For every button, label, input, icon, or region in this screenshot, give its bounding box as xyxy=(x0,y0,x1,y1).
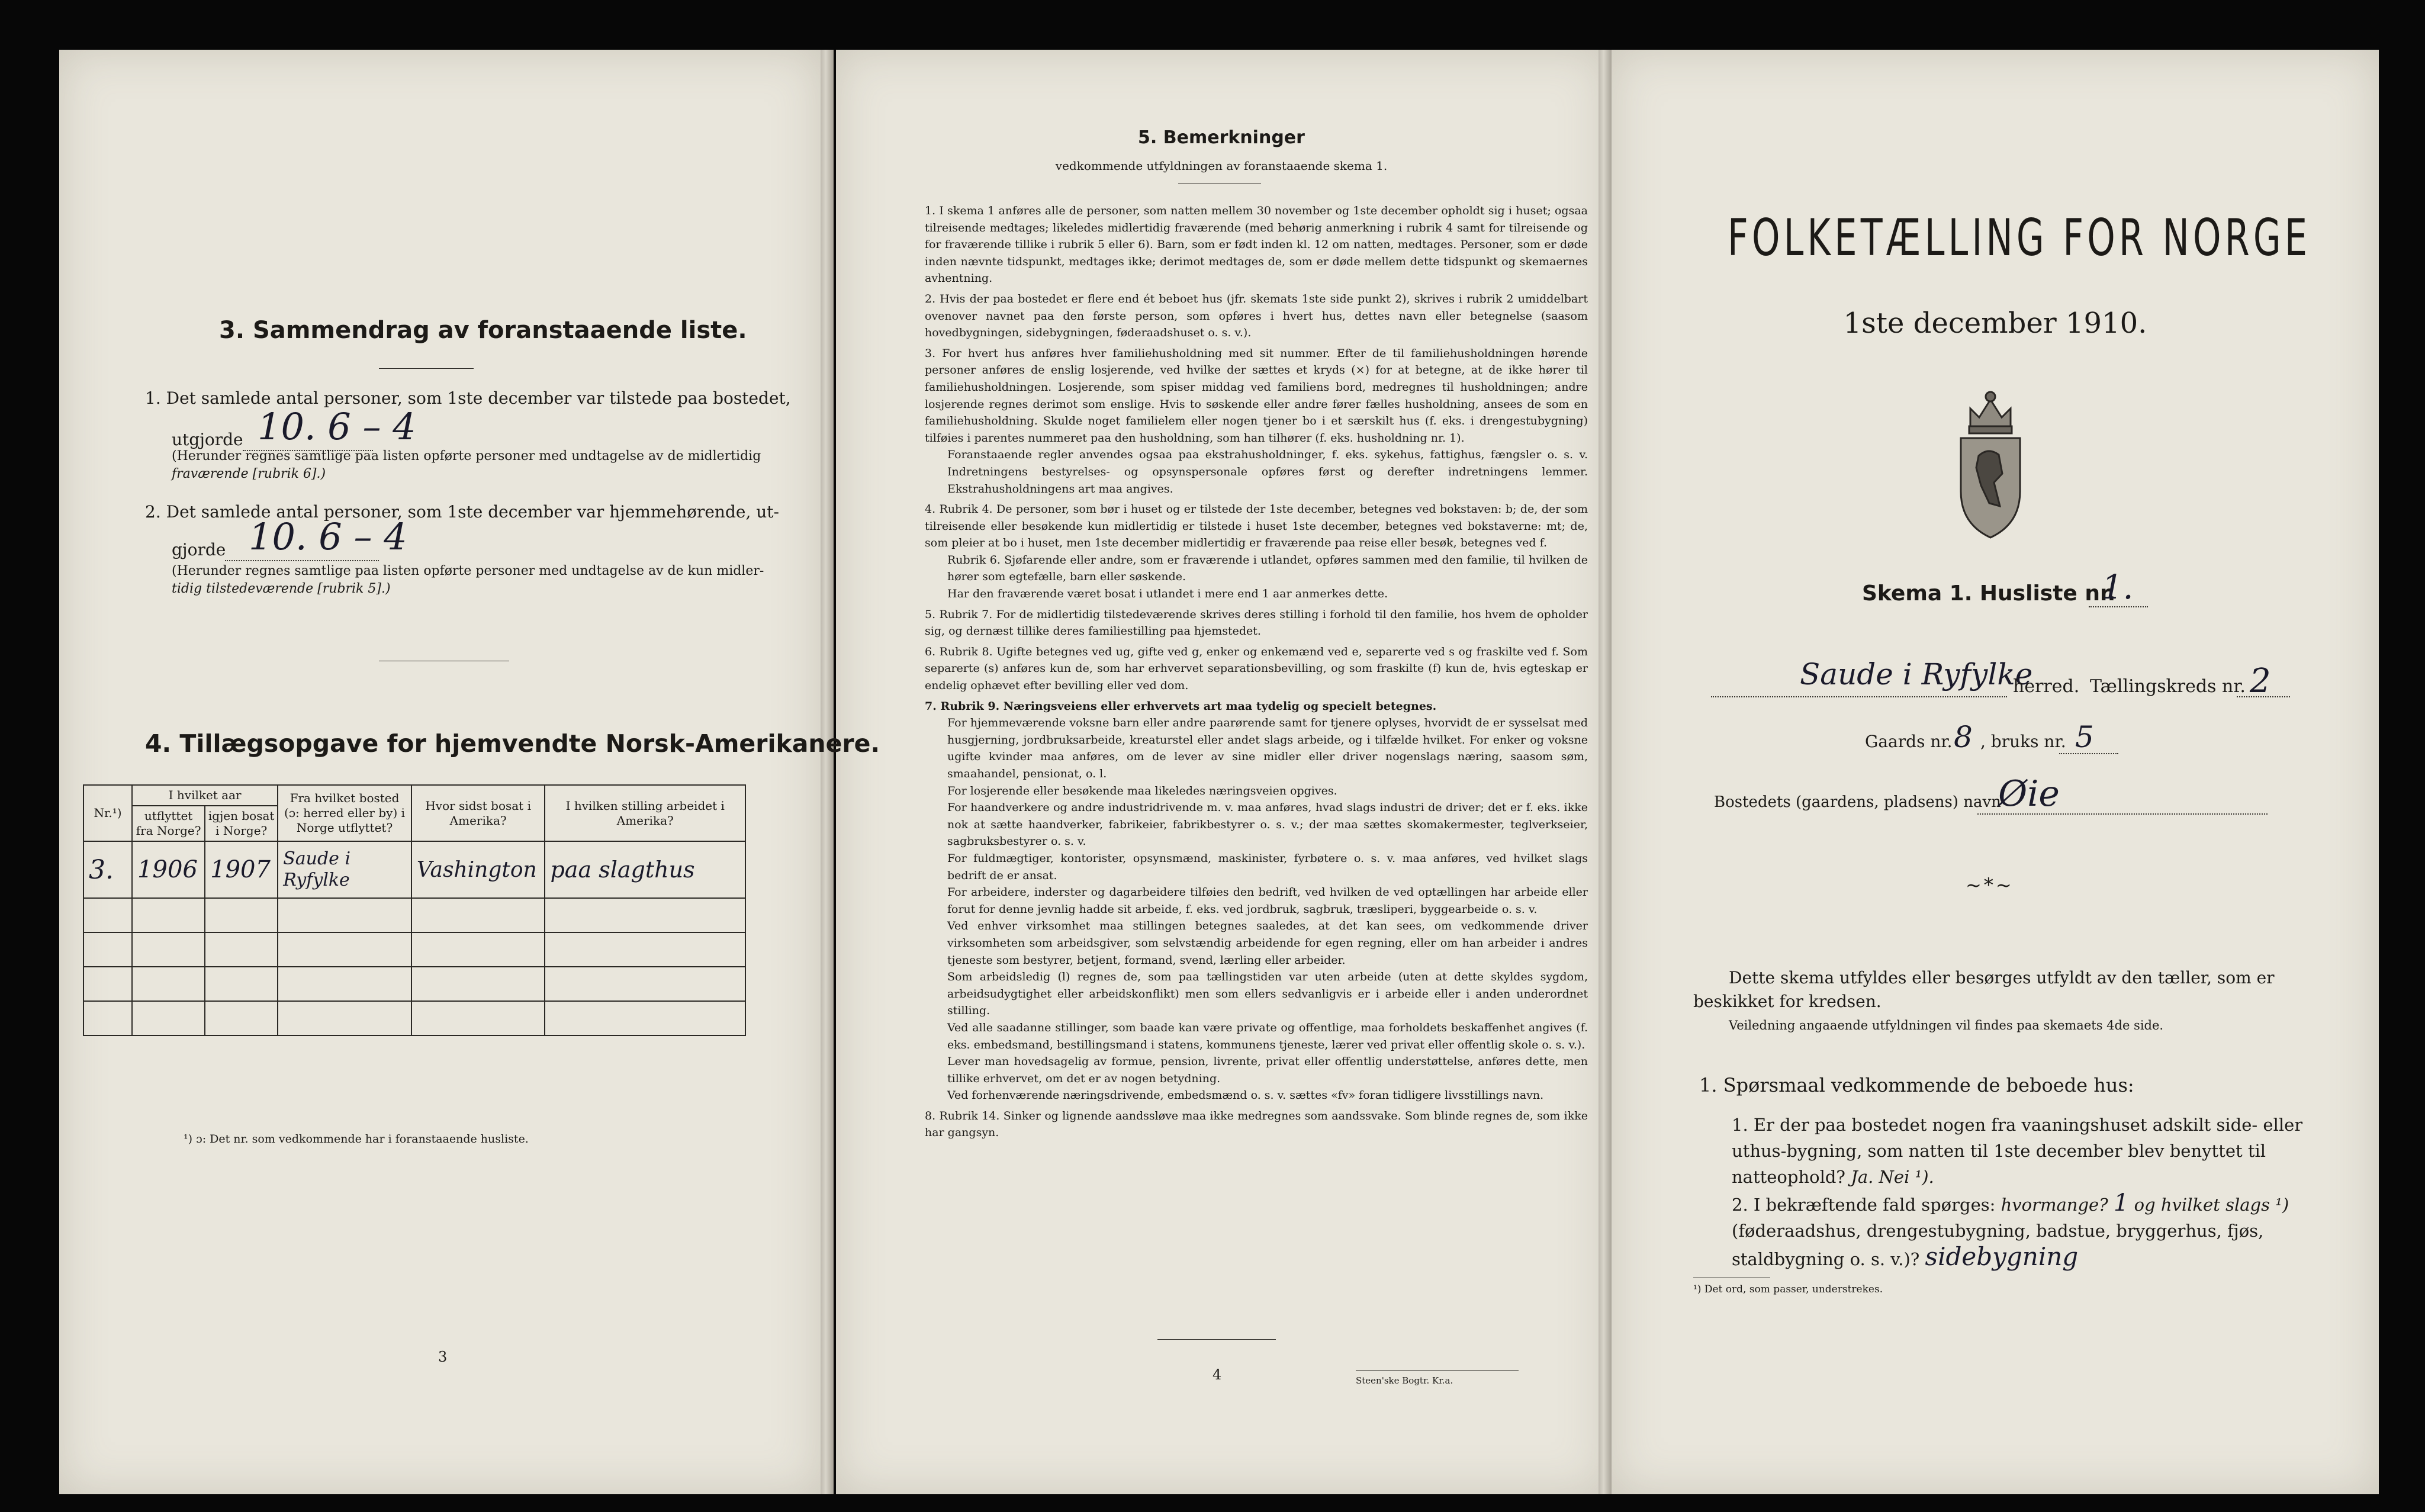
question-1-text: 1. Er der paa bostedet nogen fra vaaningshuset adskilt side- eller uthus-bygning, som natten til 1ste december blev benyttet til natteophold? xyxy=(1732,1115,2303,1187)
right-footnote: ¹) Det ord, som passer, understrekes. xyxy=(1693,1283,1883,1295)
col-header-position: I hvilken stilling arbeidet i Amerika? xyxy=(545,785,745,841)
remark-paragraph: Har den fraværende været bosat i utlandet i mere end 1 aar anmerkes dette. xyxy=(947,587,1388,601)
remark-paragraph: Foranstaaende regler anvendes ogsaa paa ekstrahusholdninger, f. eks. sykehus, fattighus, fængsler o. s. v. Indretningens bestyrelses- og opsynspersonale opføres først og derefter indretningens lemmer. Ekstrahusholdningens art maa angives. xyxy=(947,448,1588,496)
fill-line xyxy=(225,560,379,561)
item-1-prefix: utgjorde xyxy=(172,430,243,449)
item-2-text: 2. Det samlede antal personer, som 1ste december var hjemmehørende, ut- xyxy=(145,502,779,522)
item-1-text: 1. Det samlede antal personer, som 1ste december var tilstede paa bostedet, xyxy=(145,388,791,408)
item-1-note-2: fraværende [rubrik 6].) xyxy=(172,467,326,481)
remarks-text xyxy=(925,202,1588,1141)
question-2-count: 1 xyxy=(2113,1189,2129,1217)
question-heading: 1. Spørsmaal vedkommende de beboede hus: xyxy=(1699,1074,2134,1096)
herred-value: Saude i Ryfylke xyxy=(1800,657,2033,691)
coat-of-arms-icon xyxy=(1953,385,2028,540)
section-3-heading: 3. Sammendrag av foranstaaende liste. xyxy=(219,317,747,344)
table-row xyxy=(83,1001,745,1035)
section-4-heading: 4. Tillægsopgave for hjemvendte Norsk-Amerikanere. xyxy=(145,729,880,758)
col-header-year-group: I hvilket aar xyxy=(132,785,278,806)
remark-paragraph: Ved forhenværende næringsdrivende, embedsmænd o. s. v. sættes «fv» foran tidligere livsstillings navn. xyxy=(947,1089,1544,1102)
cell-position: paa slagthus xyxy=(545,841,745,898)
page-number-3: 3 xyxy=(438,1349,448,1365)
section-5-heading: 5. Bemerkninger xyxy=(1138,127,1305,148)
remark-paragraph: For fuldmægtiger, kontorister, opsynsmænd, maskinister, fyrbøtere o. s. v. maa anføres, ved hvilket slags bedrift de er ansat. xyxy=(947,851,1588,882)
fill-line xyxy=(2059,753,2118,754)
guidance-text: Veiledning angaaende utfyldningen vil findes paa skemaets 4de side. xyxy=(1729,1018,2164,1032)
cell-emigrated: 1906 xyxy=(132,841,205,898)
remark-paragraph: 8. Rubrik 14. Sinker og lignende aandssløve maa ikke medregnes som aandssvake. Som blinde regnes de, som ikke har gangsyn. xyxy=(925,1109,1588,1140)
intro-text: Dette skema utfyldes eller besørges utfyldt av den tæller, som er beskikket for kredsen. xyxy=(1693,968,2275,1011)
divider xyxy=(379,368,474,369)
question-2-rest: (føderaadshus, drengestubygning, badstue, bryggerhus, fjøs, staldbygning o. s. v.)? xyxy=(1732,1221,2264,1269)
page-left xyxy=(59,50,821,1494)
remark-paragraph: Som arbeidsledig (l) regnes de, som paa tællingstiden var uten arbeide (uten at dette skyldes sygdom, arbeidsudygtighet eller arbeidskonflikt) men som ellers sedvanligvis er i arbeide eller i anden underordnet stilling. xyxy=(947,970,1588,1018)
remark-paragraph: Lever man hovedsagelig av formue, pension, livrente, privat eller offentlig understøttelse, anføres dette, men tillike erhvervet, om det er av nogen betydning. xyxy=(947,1055,1588,1085)
table-row xyxy=(83,932,745,967)
remark-paragraph: For hjemmeværende voksne barn eller andre paarørende samt for tjenere oplyses, hvorvidt de er sysselsat med husgjerning, jordbruksarbeide, kreaturstel eller andet slags arbeide, og i tilfælde hvilket. For enker og voksne ugifte kvinder maa anføres, om de lever av sine midler eller driver nogenslags næring, saasom søm, smaahandel, pensionat, o. l. xyxy=(947,716,1588,780)
gaards-label: Gaards nr. xyxy=(1865,732,1953,751)
kreds-label: Tællingskreds nr. xyxy=(2090,676,2246,697)
printer-credit: Steen'ske Bogtr. Kr.a. xyxy=(1356,1375,1453,1386)
remark-paragraph: Ved enhver virksomhet maa stillingen betegnes saaledes, at det kan sees, om vedkommende driver virksomheten som arbeidsgiver, som selvstændig arbeidende for egen regning, eller om han arbeider i andres tjeneste som bestyrer, betjent, formand, svend, lærling eller arbeider. xyxy=(947,919,1588,967)
remark-paragraph: 2. Hvis der paa bostedet er flere end ét beboet hus (jfr. skemats 1ste side punkt 2), skrives i rubrik 2 umiddelbart ovenover navnet paa den første person, som opføres i hvert hus, dettes navn eller betegnelse (saasom hovedbygningen, sidebygningen, føderaadshuset o. s. v.). xyxy=(925,292,1588,340)
cell-nr: 3. xyxy=(83,841,132,898)
cell-from-place: Saude i Ryfylke xyxy=(278,841,411,898)
section-5-subheading: vedkommende utfyldningen av foranstaaende skema 1. xyxy=(1055,159,1388,173)
bosted-label: Bostedets (gaardens, pladsens) navn xyxy=(1714,793,2001,811)
page-fold xyxy=(1599,50,1612,1494)
col-header-returned: igjen bosat i Norge? xyxy=(205,806,278,841)
item-1-note: (Herunder regnes samtlige paa listen opførte personer med undtagelse av de midlertidig xyxy=(172,449,761,464)
skema-label: Skema 1. Husliste nr. xyxy=(1862,581,2116,606)
col-header-last-place: Hvor sidst bosat i Amerika? xyxy=(411,785,545,841)
question-2 xyxy=(1732,1190,2324,1272)
fill-line xyxy=(1977,813,2268,815)
bruks-number: 5 xyxy=(2075,720,2094,754)
remark-paragraph: 6. Rubrik 8. Ugifte betegnes ved ug, gifte ved g, enker og enkemænd ved e, separerte ved s og fraskilte ved f. Som separerte (s) anføres kun de, som har erhvervet separationsbevilling, og som fraskilte (f) kun de, hvis egteskap er endelig ophævet efter bevilling eller ved dom. xyxy=(925,645,1588,693)
remark-paragraph: 5. Rubrik 7. For de midlertidig tilstedeværende skrives deres stilling i forhold til den familie, hos hvem de opholder sig, og dernæst tillike deres familiestilling paa hjemstedet. xyxy=(925,607,1588,638)
remark-paragraph: For losjerende eller besøkende maa likeledes næringsveien opgives. xyxy=(947,784,1337,797)
item-2-handwritten-count: 10. 6 – 4 xyxy=(249,515,407,558)
kreds-number: 2 xyxy=(2250,662,2271,700)
table-row xyxy=(83,967,745,1001)
document-date: 1ste december 1910. xyxy=(1843,307,2147,340)
cell-returned: 1907 xyxy=(205,841,278,898)
remark-paragraph: 4. Rubrik 4. De personer, som bør i huset og er tilstede der 1ste december, betegnes ved bokstaven: b; de, der som tilreisende eller besøkende kun midlertidig er tilstede i huset 1ste december, betegnes ved bokstaverne: mt; de, som pleier at bo i huset, men 1ste december midlertidig er fraværende paa reise eller besøk, betegnes ved f. xyxy=(925,503,1588,550)
question-2-prefix: 2. I bekræftende fald spørges: xyxy=(1732,1195,1996,1215)
col-header-emigrated: utflyttet fra Norge? xyxy=(132,806,205,841)
table-row xyxy=(83,841,745,898)
col-header-from-place: Fra hvilket bosted (ɔ: herred eller by) i Norge utflyttet? xyxy=(278,785,411,841)
remark-paragraph: 1. I skema 1 anføres alle de personer, som natten mellem 30 november og 1ste december opholdt sig i huset; ogsaa tilreisende medtages; likeledes midlertidig fraværende (med behørig anmerkning i rubrik 4 samt for tilreisende og for fraværende tillike i rubrik 5 eller 6). Barn, som er født inden kl. 12 om natten, medtages. Personer, som er døde inden nævnte tidspunkt, medtages ikke; derimot medtages de, som er døde mellem dette tidspunkt og skemaernes avhentning. xyxy=(925,204,1588,285)
norsk-amerikanere-table xyxy=(83,784,746,1036)
remark-paragraph: 3. For hvert hus anføres hver familiehusholdning med sit nummer. Efter de til familiehusholdningen hørende personer anføres de enslig losjerende, ved hvilke der sættes et kryds (×) for at betegne, at de ikke hører til familiehusholdningen. Losjerende, som spiser middag ved familiens bord, medregnes til husholdningen; andre losjerende regnes derimot som enslige. Hvis to søskende eller andre fører fælles husholdning, ansees de som en familiehusholdning. Skulde noget familielem eller nogen tjener bo i et særskilt hus (f. eks. i drengestubygning) tilføies i parentes nummeret paa den husholdning, som han tilhører (f. eks. husholdning nr. 1). xyxy=(925,346,1588,445)
gaards-number: 8 xyxy=(1954,720,1973,754)
fill-line xyxy=(2237,696,2290,697)
left-footnote: ¹) ɔ: Det nr. som vedkommende har i foranstaaende husliste. xyxy=(184,1133,529,1146)
question-1-answer: Ja. Nei ¹). xyxy=(1851,1167,1934,1187)
question-2-hvormange: hvormange? xyxy=(2001,1195,2108,1215)
table-row xyxy=(83,898,745,932)
remark-paragraph: 7. Rubrik 9. Næringsveiens eller erhvervets art maa tydelig og specielt betegnes. xyxy=(925,699,1437,713)
remark-paragraph: Rubrik 6. Sjøfarende eller andre, som er fraværende i utlandet, opføres sammen med den familie, til hvilken de hører som egtefælle, barn eller søskende. xyxy=(947,553,1588,584)
page-number-4: 4 xyxy=(1212,1366,1222,1383)
divider xyxy=(1157,1339,1276,1340)
question-2-type: sidebygning xyxy=(1925,1242,2079,1271)
bruks-label: , bruks nr. xyxy=(1980,732,2066,751)
col-header-nr: Nr.¹) xyxy=(83,785,132,841)
herred-label: herred. xyxy=(2013,676,2080,697)
question-2-mid: og hvilket slags ¹) xyxy=(2134,1195,2289,1215)
divider xyxy=(1356,1370,1519,1371)
bosted-value: Øie xyxy=(1998,773,2060,815)
fill-line xyxy=(1711,696,2007,697)
item-2-note: (Herunder regnes samtlige paa listen opførte personer med undtagelse av de kun midler- xyxy=(172,564,764,578)
document-title: FOLKETÆLLING FOR NORGE xyxy=(1728,208,2311,268)
page-fold xyxy=(821,50,834,1494)
remark-paragraph: For arbeidere, inderster og dagarbeidere tilføies den bedrift, ved hvilken de ved optællingen har arbeide eller forut for denne jevnlig hadde sit arbeide, f. eks. ved jordbruk, sagbruk, træsliperi, byggearbeide o. s. v. xyxy=(947,886,1588,916)
item-2-prefix: gjorde xyxy=(172,540,226,559)
ornament-divider: ~*~ xyxy=(1966,874,2014,896)
husliste-number: 1. xyxy=(2102,568,2134,607)
item-2-note-2: tidig tilstedeværende [rubrik 5].) xyxy=(172,581,391,596)
item-1-handwritten-count: 10. 6 – 4 xyxy=(258,405,416,448)
remark-paragraph: Ved alle saadanne stillinger, som baade kan være private og offentlige, maa forholdets beskaffenhet angives (f. eks. embedsmand, bestillingsmand i statens, kommunens tjeneste, lærer ved privat eller offentlig skole o. s. v.). xyxy=(947,1021,1588,1051)
herred-handwritten xyxy=(1800,657,2032,691)
remark-paragraph: For haandverkere og andre industridrivende m. v. maa anføres, hvad slags industri de driver; det er f. eks. ikke nok at sætte haandverker, fabrikeier, fabrikbestyrer o. s. v.; der maa sættes skomakermester, teglverkseier, sagbruksbestyrer o. s. v. xyxy=(947,801,1588,848)
question-1 xyxy=(1732,1112,2324,1190)
cell-last-place: Vashington xyxy=(411,841,545,898)
fill-line xyxy=(2089,606,2148,607)
